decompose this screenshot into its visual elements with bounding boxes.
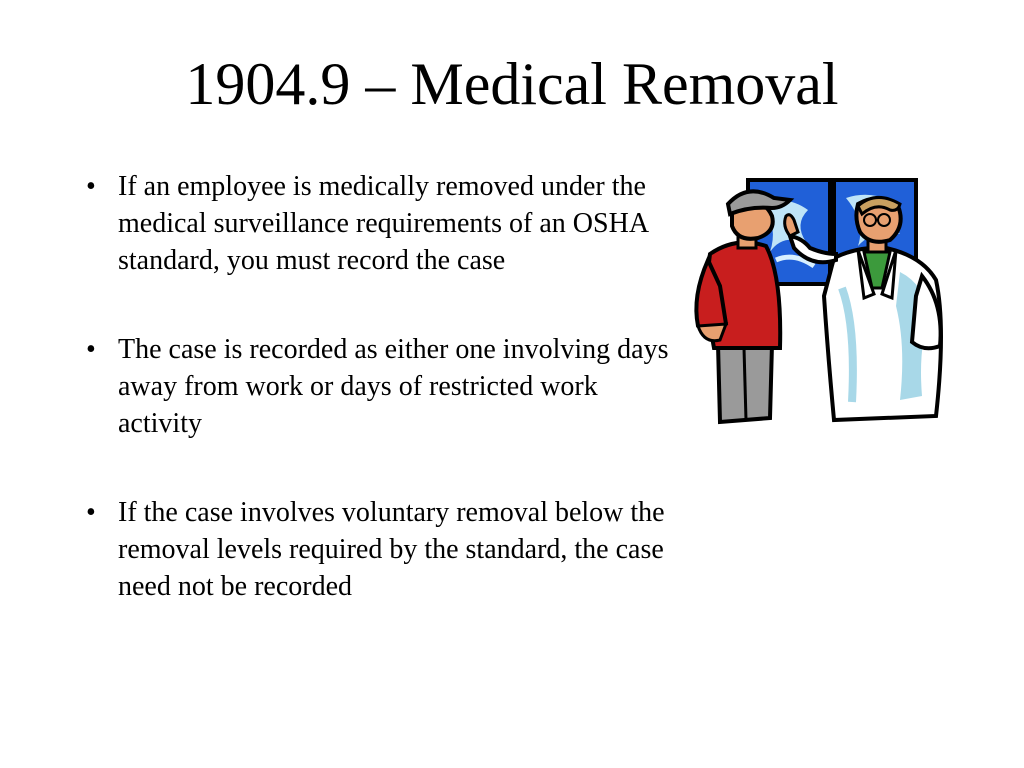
bullet-list xyxy=(80,168,670,657)
bullet-text: If the case involves voluntary removal below the removal levels required by the standard, the case need not be recorded xyxy=(118,497,665,602)
bullet-item xyxy=(80,331,670,442)
bullet-marker: • xyxy=(86,171,96,202)
slide-title: 1904.9 – Medical Removal xyxy=(185,51,839,117)
bullet-marker: • xyxy=(86,334,96,365)
bullet-marker: • xyxy=(86,497,96,528)
bullet-text: The case is recorded as either one involving days away from work or days of restricted work activity xyxy=(118,334,669,439)
bullet-item xyxy=(80,168,670,279)
bullet-item xyxy=(80,494,670,605)
bullet-text: If an employee is medically removed under the medical surveillance requirements of an OSHA standard, you must record the case xyxy=(118,171,648,276)
doctor-patient-xray-clipart xyxy=(686,176,956,428)
